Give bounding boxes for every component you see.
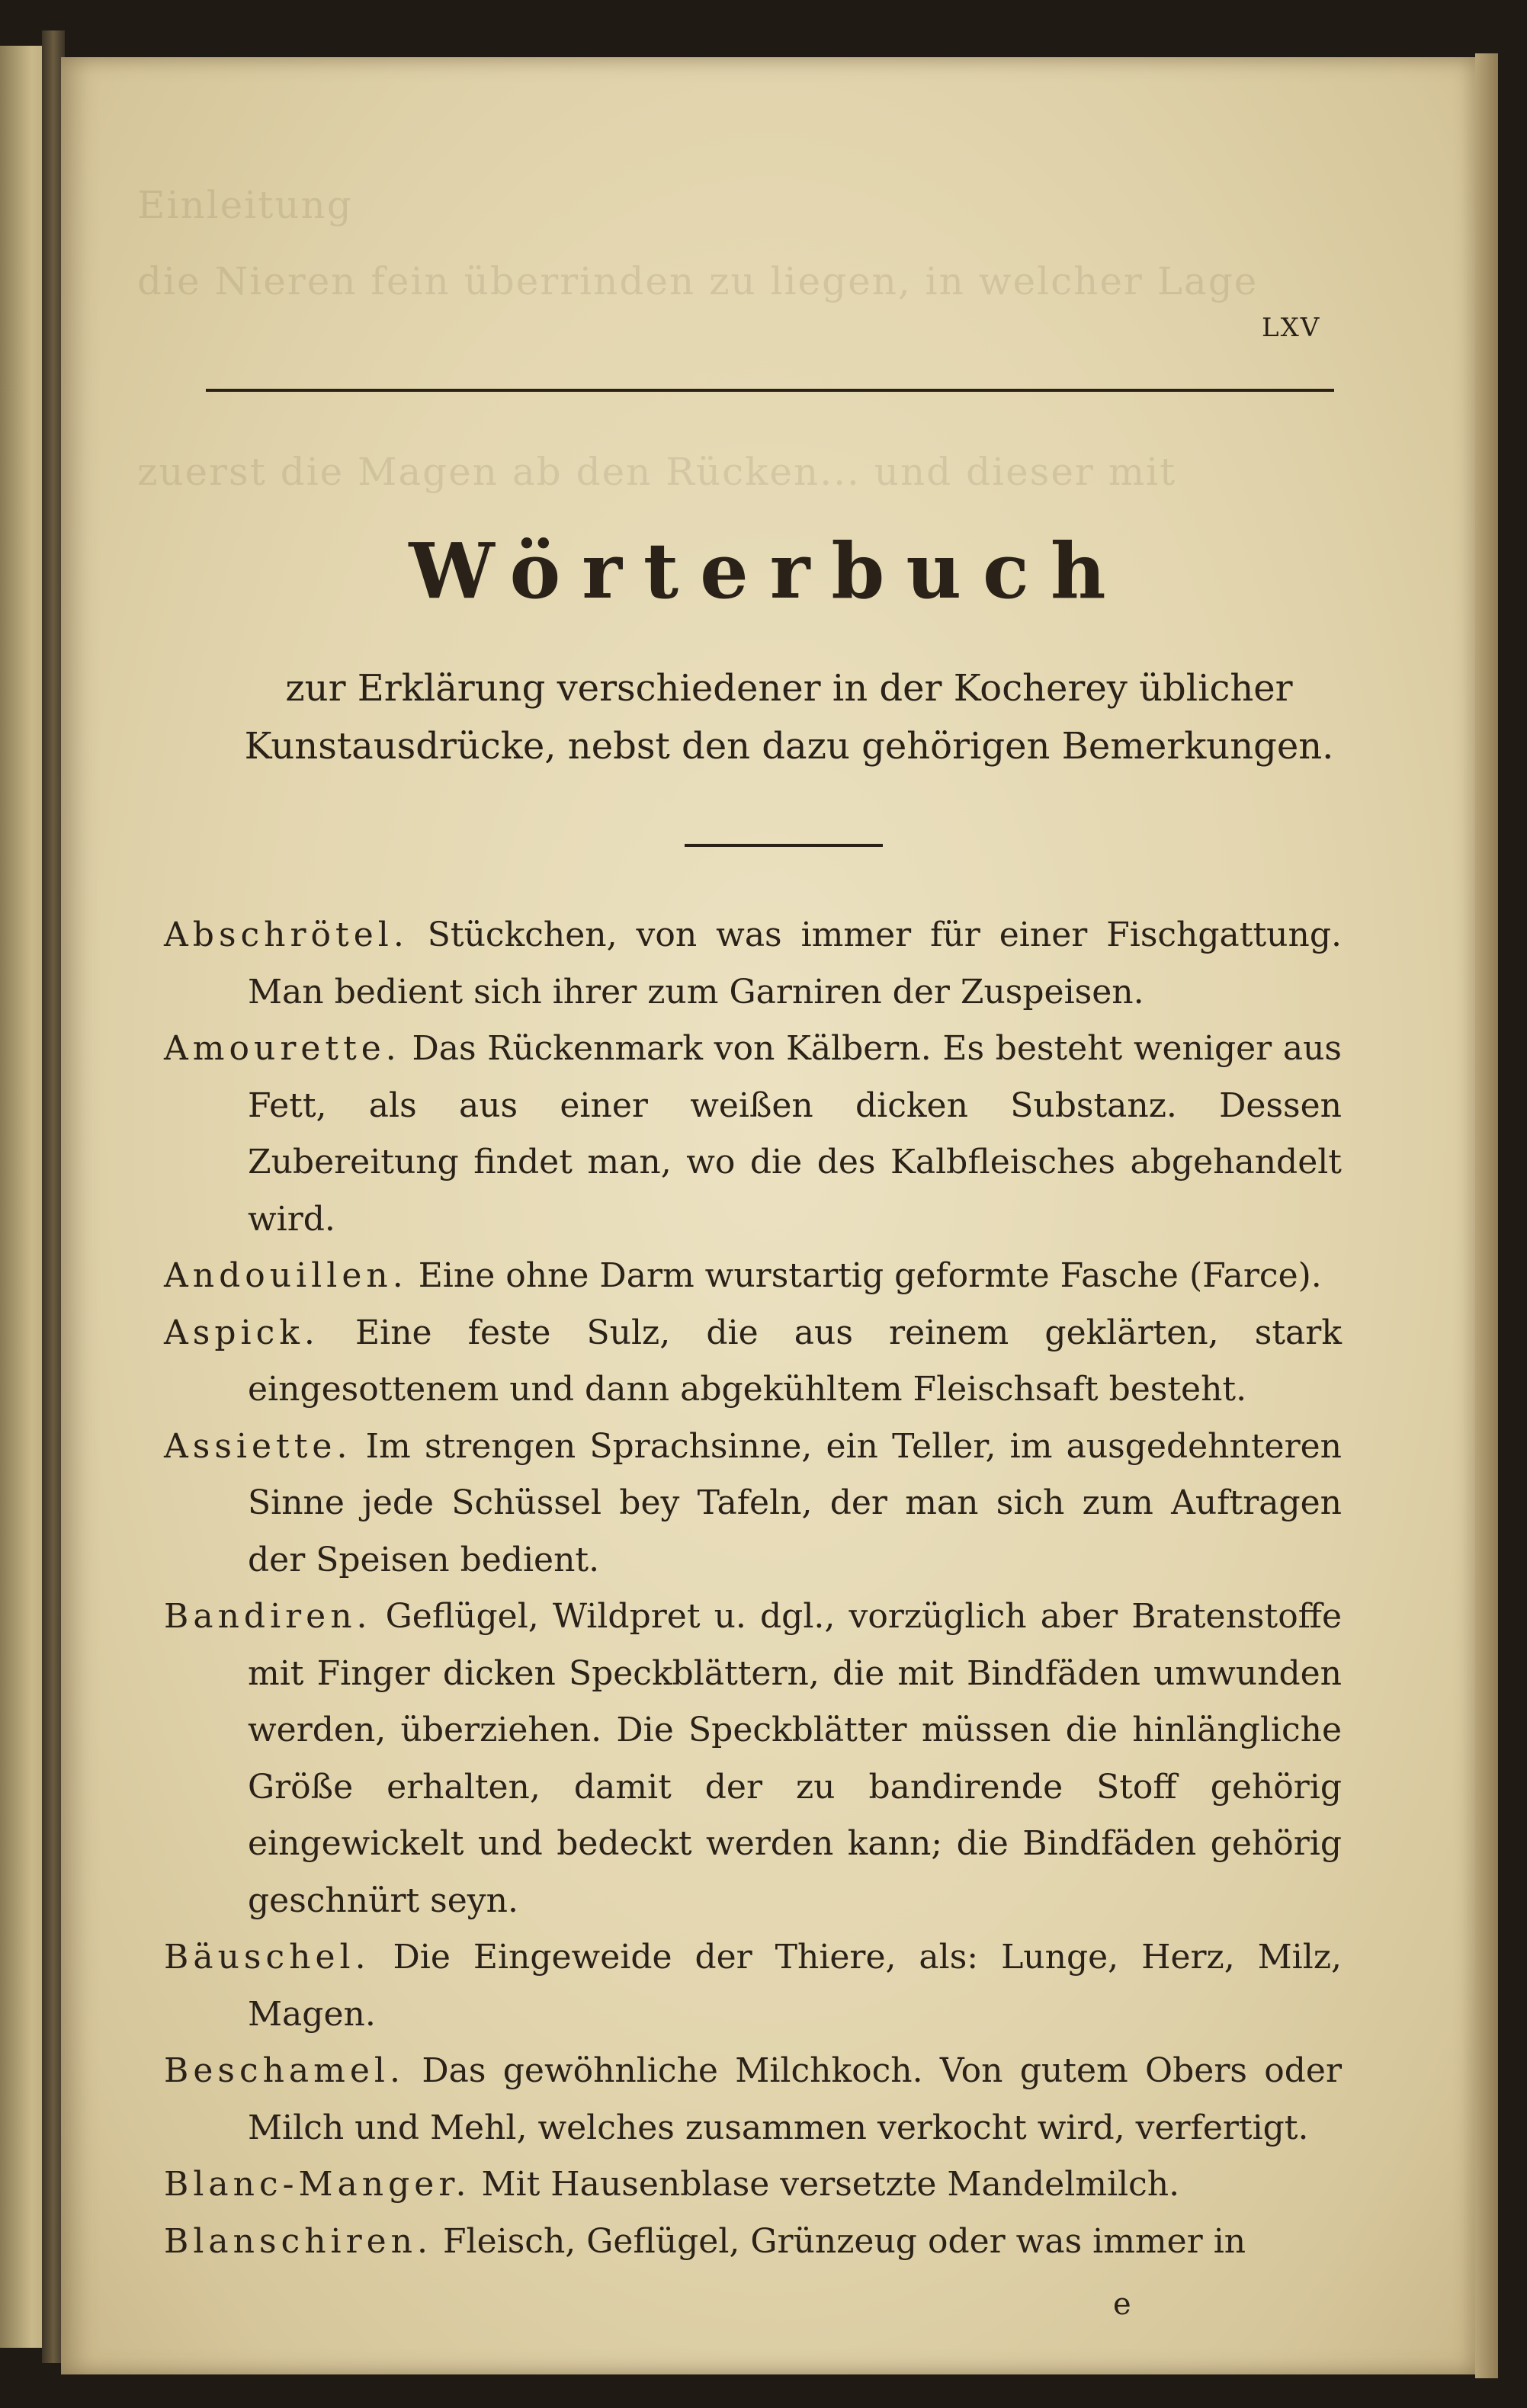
catchword: e: [1113, 2287, 1131, 2322]
bleed-through-text: die Nieren fein überrinden zu liegen, in welcher Lage: [137, 259, 1259, 303]
entry-definition: Eine feste Sulz, die aus reinem geklärten, stark eingesottenem und dann abgekühltem Fleischsaft besteht.: [248, 1313, 1342, 1409]
dictionary-entry: [164, 1021, 1342, 1248]
header-rule: [206, 389, 1334, 392]
bleed-through-text: zuerst die Magen ab den Rücken... und dieser mit: [137, 450, 1177, 494]
entry-definition: Stückchen, von was immer für einer Fischgattung. Man bedient sich ihrer zum Garniren der Zuspeisen.: [248, 915, 1342, 1012]
dictionary-entry: [164, 907, 1342, 1021]
entry-term: Blanc-Manger.: [164, 2165, 471, 2204]
entry-term: Bäuschel.: [164, 1938, 371, 1977]
entry-definition: Eine ohne Darm wurstartig geformte Fasche (Farce).: [418, 1256, 1322, 1295]
dictionary-entry: [164, 1589, 1342, 1929]
entry-term: Amourette.: [164, 1029, 401, 1068]
entry-term: Blanschiren.: [164, 2221, 433, 2261]
entry-term: Assiette.: [164, 1426, 352, 1466]
dictionary-entry: [164, 2043, 1342, 2156]
entry-definition: Das gewöhnliche Milchkoch. Von gutem Obers oder Milch und Mehl, welches zusammen verkocht wird, verfertigt.: [248, 2051, 1342, 2147]
entry-term: Aspick.: [164, 1313, 319, 1352]
dictionary-entries: [164, 907, 1342, 2270]
dictionary-entry: [164, 1419, 1342, 1589]
entry-definition: Die Eingeweide der Thiere, als: Lunge, Herz, Milz, Magen.: [248, 1938, 1342, 2034]
entry-term: Abschrötel.: [164, 915, 409, 954]
dictionary-entry: [164, 1305, 1342, 1419]
dictionary-entry: [164, 1248, 1342, 1305]
entry-term: Andouillen.: [164, 1256, 408, 1295]
section-divider: [685, 844, 883, 847]
entry-definition: Fleisch, Geflügel, Grünzeug oder was immer in: [443, 2221, 1246, 2261]
page-number: LXV: [1262, 313, 1321, 343]
dictionary-entry: [164, 2156, 1342, 2214]
page-subtitle: zur Erklärung verschiedener in der Kocherey üblicher Kunstausdrücke, nebst den dazu gehörigen Bemerkungen.: [244, 667, 1334, 768]
right-page-edge: [1475, 53, 1498, 2378]
entry-term: Beschamel.: [164, 2051, 405, 2090]
entry-definition: Das Rückenmark von Kälbern. Es besteht weniger aus Fett, als aus einer weißen dicken Substanz. Dessen Zubereitung findet man, wo die des Kalbfleisches abgehandelt wird.: [248, 1029, 1342, 1239]
dictionary-entry: [164, 1929, 1342, 2043]
dictionary-entry: [164, 2214, 1342, 2271]
entry-term: Bandiren.: [164, 1597, 372, 1636]
entry-definition: Im strengen Sprachsinne, ein Teller, im ausgedehnteren Sinne jede Schüssel bey Tafeln, der man sich zum Auftragen der Speisen bedient.: [248, 1426, 1342, 1579]
page-title: Wörterbuch: [409, 526, 1128, 616]
book-page: [61, 57, 1475, 2374]
entry-definition: Mit Hausenblase versetzte Mandelmilch.: [481, 2165, 1180, 2204]
entry-definition: Geflügel, Wildpret u. dgl., vorzüglich aber Bratenstoffe mit Finger dicken Speckblättern, die mit Bindfäden umwunden werden, überziehen. Die Speckblätter müssen die hinlängliche Größe erhalten, damit der zu bandirende Stoff gehörig eingewickelt und bedeckt werden kann; die Bindfäden gehörig geschnürt seyn.: [248, 1597, 1342, 1920]
bleed-through-text: Einleitung: [137, 183, 353, 227]
